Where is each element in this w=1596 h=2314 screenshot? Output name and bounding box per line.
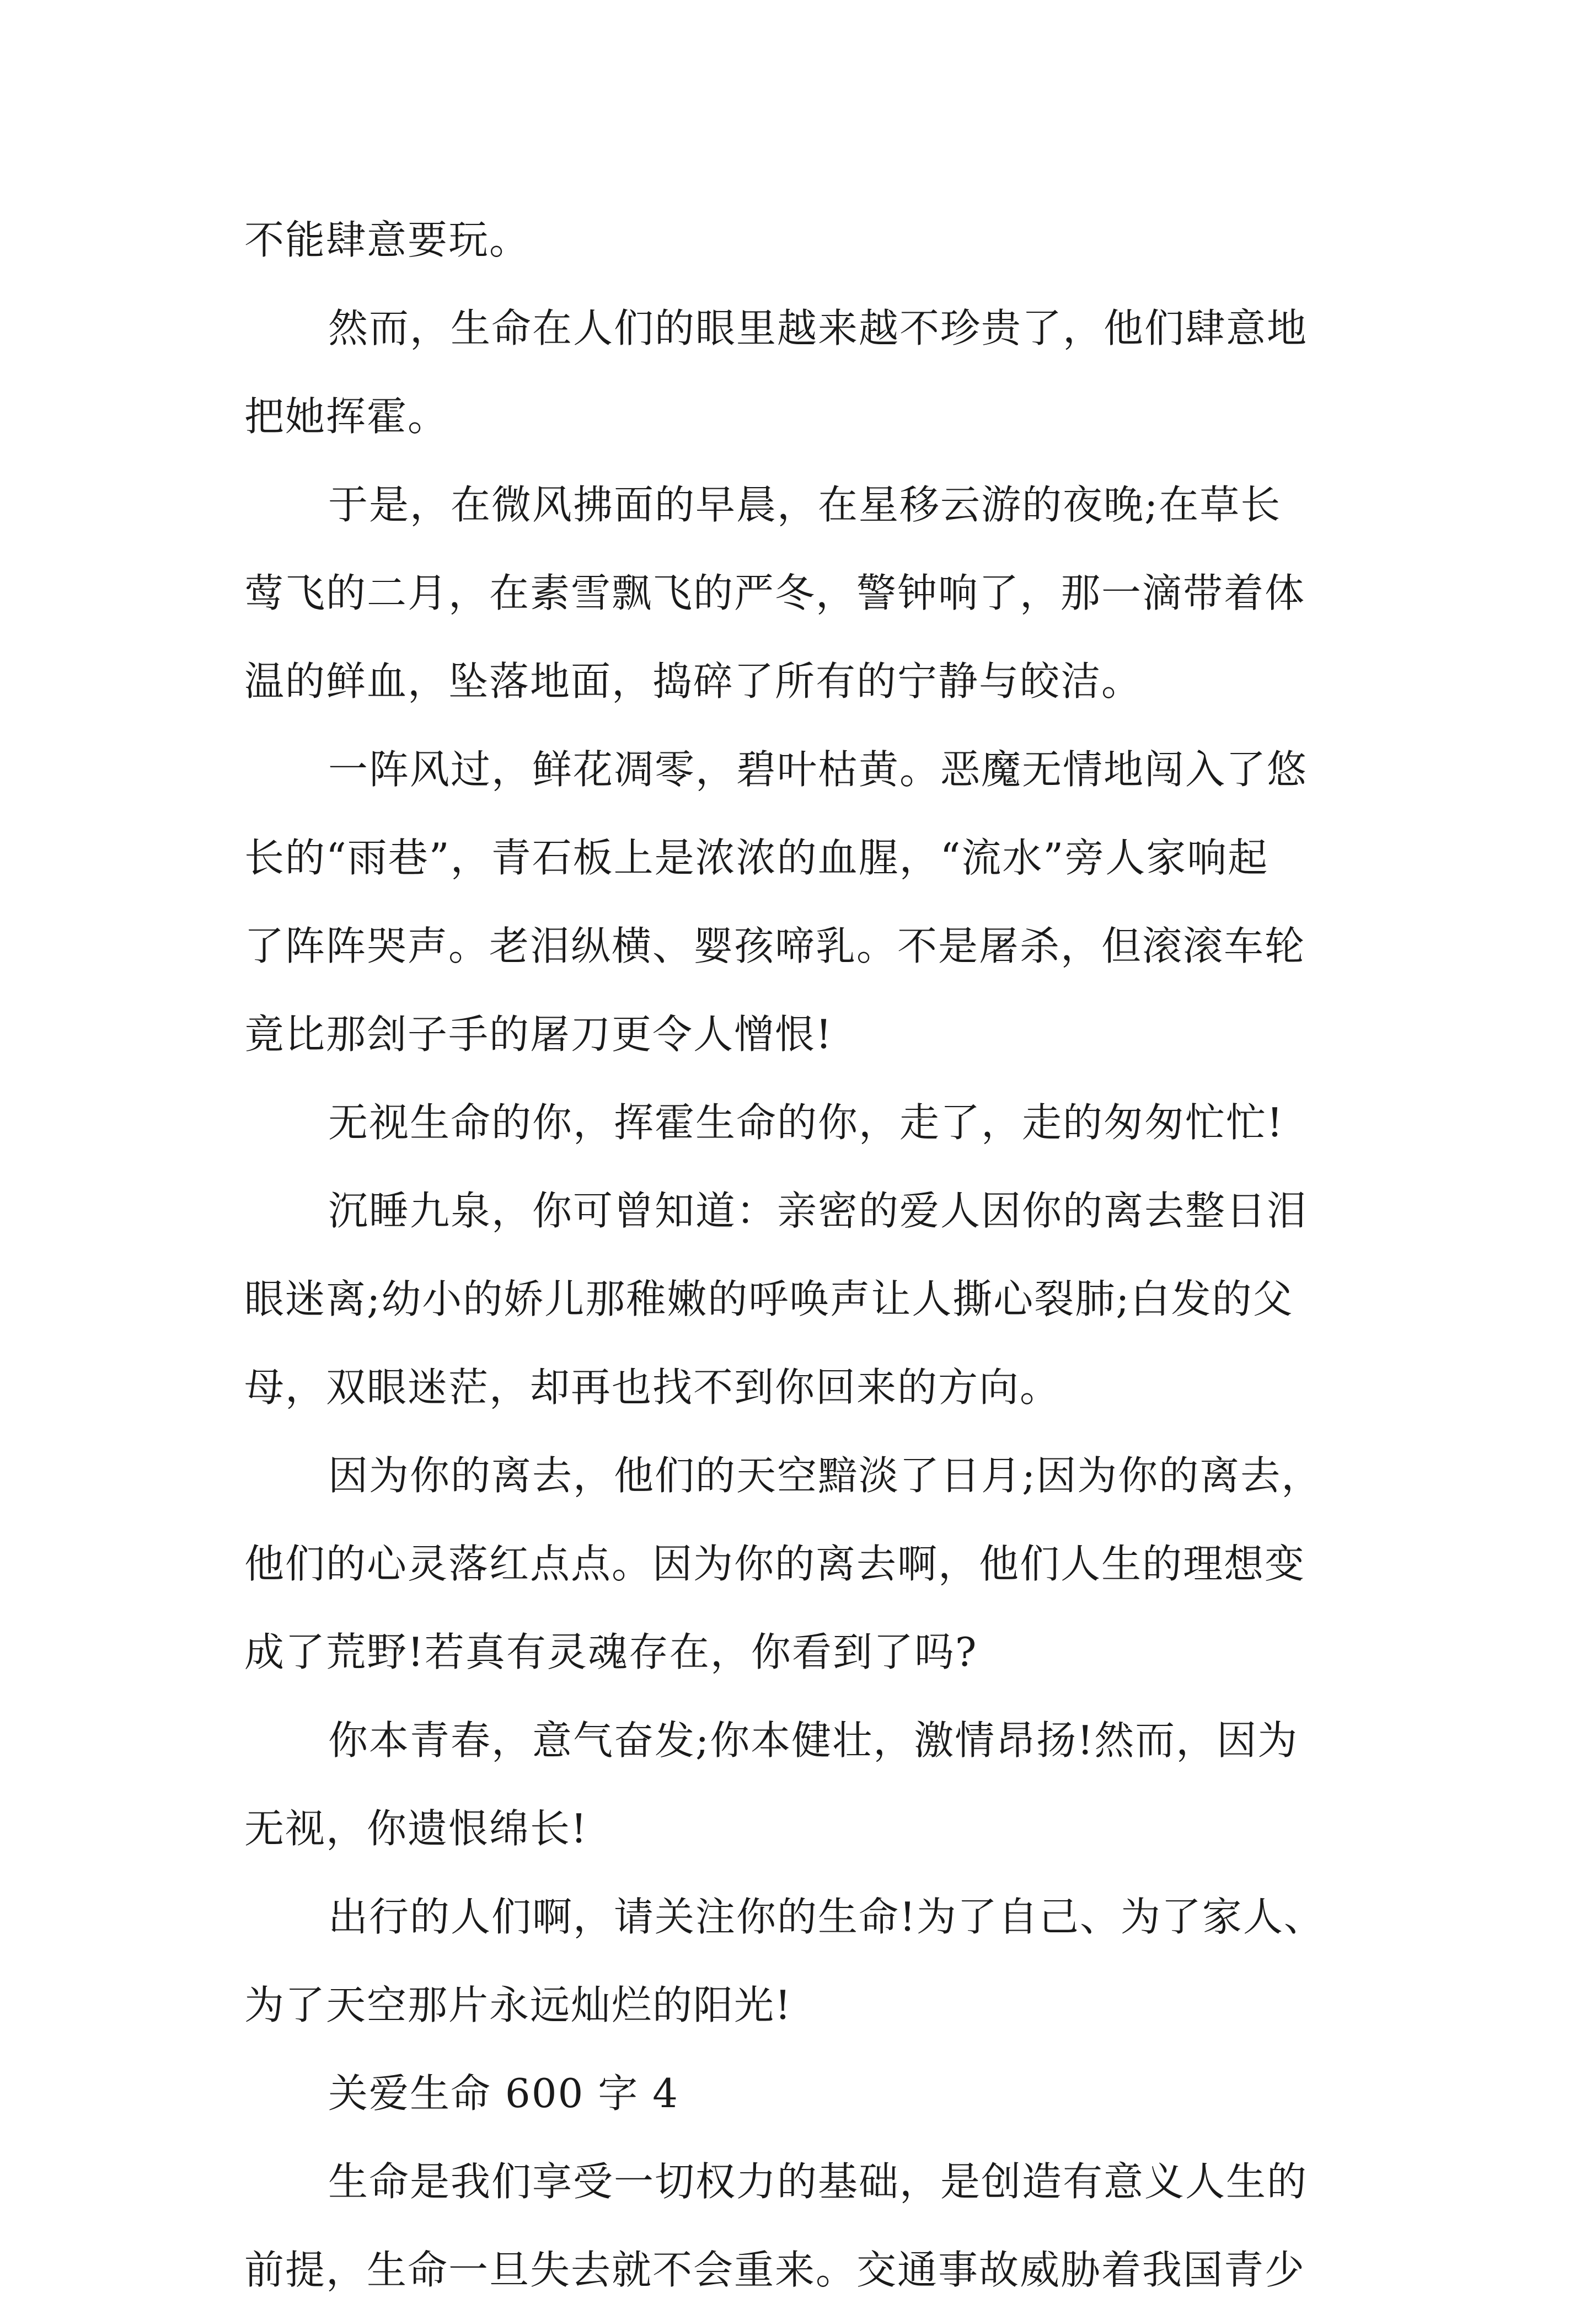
text-line: 把她挥霍。 — [244, 393, 449, 440]
text-line: 为了天空那片永远灿烂的阳光! — [244, 1982, 792, 2028]
text-line: 温的鲜血，坠落地面，捣碎了所有的宁静与皎洁。 — [244, 658, 1143, 704]
text-line: 了阵阵哭声。老泪纵横、婴孩啼乳。不是屠杀，但滚滚车轮 — [244, 923, 1306, 969]
text-line: 不能肆意要玩。 — [244, 217, 531, 263]
text-line: 你本青春，意气奋发;你本健壮，激情昂扬!然而，因为 — [328, 1717, 1299, 1763]
text-line: 无视生命的你，挥霍生命的你，走了，走的匆匆忙忙! — [328, 1099, 1284, 1146]
text-line: 他们的心灵落红点点。因为你的离去啊，他们人生的理想变 — [244, 1541, 1306, 1587]
text-line: 因为你的离去，他们的天空黯淡了日月;因为你的离去， — [328, 1452, 1322, 1499]
document-body — [244, 196, 1364, 2314]
text-line: 前提，生命一旦失去就不会重来。交通事故威胁着我国青少 — [244, 2247, 1306, 2293]
text-line: 成了荒野!若真有灵魂存在，你看到了吗? — [244, 1629, 978, 1675]
text-line: 一阵风过，鲜花凋零，碧叶枯黄。恶魔无情地闯入了悠 — [328, 746, 1308, 793]
text-line: 生命是我们享受一切权力的基础，是创造有意义人生的 — [328, 2158, 1308, 2205]
text-line: 出行的人们啊，请关注你的生命!为了自己、为了家人、 — [328, 1894, 1325, 1940]
text-line: 无视，你遗恨绵长! — [244, 1805, 588, 1852]
section-heading: 关爱生命 600 字 4 — [328, 2070, 679, 2117]
text-line: 沉睡九泉，你可曾知道：亲密的爱人因你的离去整日泪 — [328, 1188, 1308, 1234]
text-line: 莺飞的二月，在素雪飘飞的严冬，警钟响了，那一滴带着体 — [244, 570, 1306, 616]
text-line: 于是，在微风拂面的早晨，在星移云游的夜晚;在草长 — [328, 482, 1282, 528]
text-line: 长的“雨巷”，青石板上是浓浓的血腥，“流水”旁人家响起 — [244, 835, 1269, 881]
text-line: 母，双眼迷茫，却再也找不到你回来的方向。 — [244, 1364, 1061, 1410]
text-line: 竟比那刽子手的屠刀更令人憎恨! — [244, 1011, 833, 1057]
text-line: 眼迷离;幼小的娇儿那稚嫩的呼唤声让人撕心裂肺;白发的父 — [244, 1276, 1294, 1322]
text-line: 然而，生命在人们的眼里越来越不珍贵了，他们肆意地 — [328, 305, 1308, 351]
